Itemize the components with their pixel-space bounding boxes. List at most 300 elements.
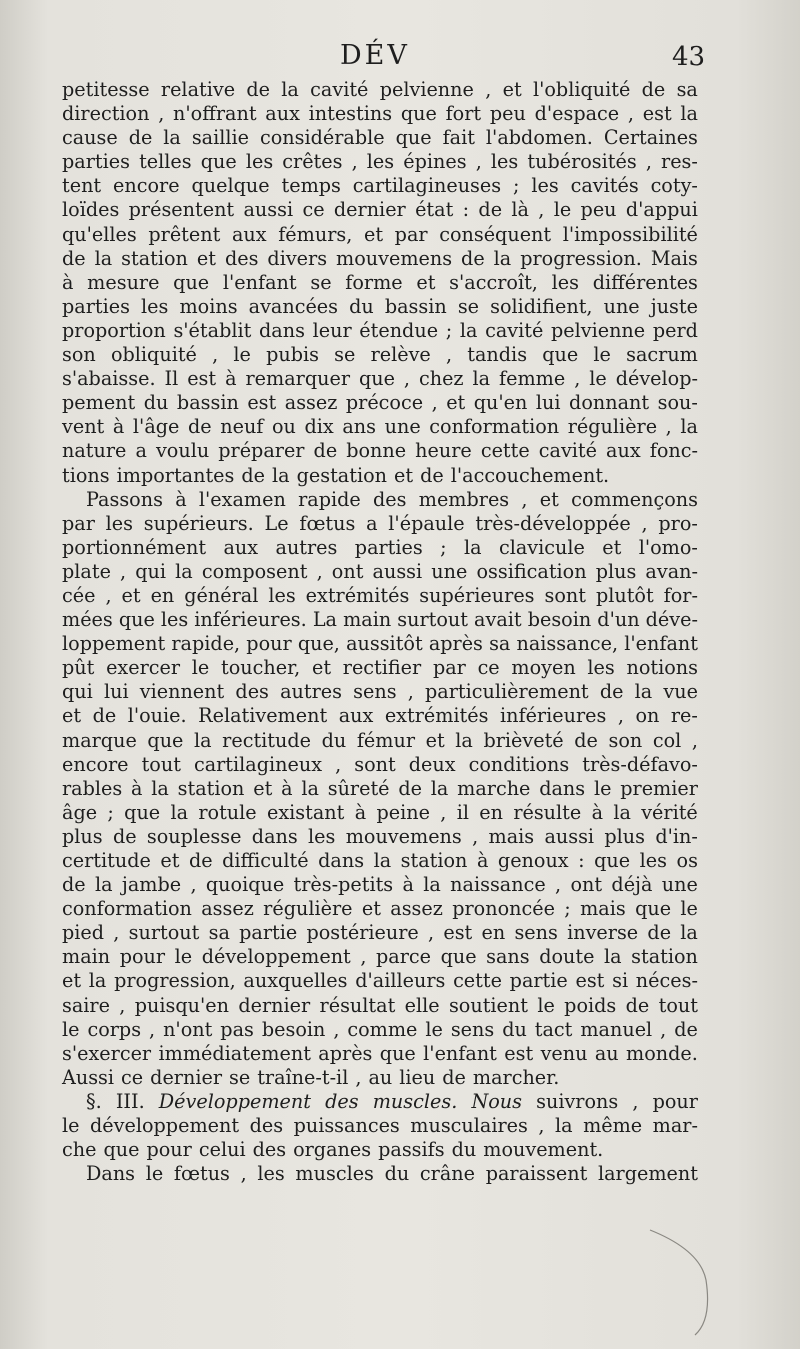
word: de xyxy=(92,704,117,728)
word: que xyxy=(379,1041,416,1065)
word: est xyxy=(443,921,473,945)
word: saire xyxy=(62,993,110,1017)
word: mouvemens xyxy=(336,246,453,270)
text-line xyxy=(62,729,698,753)
text-line xyxy=(62,897,698,921)
word: que xyxy=(173,270,210,294)
word: d'espace xyxy=(534,102,620,126)
word: , xyxy=(212,343,219,367)
word: en xyxy=(150,583,175,607)
word: est xyxy=(187,367,217,391)
word: aussi xyxy=(372,559,423,583)
word: la xyxy=(680,921,698,945)
word: difficulté xyxy=(222,849,309,872)
word: des xyxy=(325,1089,359,1113)
word: est xyxy=(575,969,605,993)
text-line xyxy=(62,1114,698,1138)
word: conformation xyxy=(429,415,560,439)
running-head: DÉV xyxy=(340,40,410,71)
word: supérieures xyxy=(419,583,535,607)
word: le xyxy=(553,198,572,222)
word: ont xyxy=(570,873,603,897)
word: , xyxy=(472,824,479,848)
word: là xyxy=(511,198,529,222)
word: auxquelles xyxy=(243,969,348,993)
word: et xyxy=(394,463,414,487)
word: très-défavo- xyxy=(582,752,698,776)
word: se xyxy=(334,343,356,367)
word: et xyxy=(361,897,381,921)
word: telles xyxy=(139,150,192,174)
word: une xyxy=(603,294,640,318)
word: le xyxy=(62,1017,80,1041)
word: direction xyxy=(62,102,150,126)
word: vent xyxy=(62,415,105,439)
word: muscles xyxy=(295,1162,374,1186)
word: sa xyxy=(676,78,698,101)
word: par xyxy=(62,511,95,535)
word: la xyxy=(301,776,319,800)
text-line xyxy=(62,174,698,198)
word: la xyxy=(554,1114,573,1138)
word: l'âge xyxy=(132,415,180,439)
word: que xyxy=(440,945,477,969)
word: les xyxy=(245,150,274,174)
word: juste xyxy=(650,294,698,318)
word: membres xyxy=(418,487,510,511)
word: marque xyxy=(62,728,137,752)
word: besoin xyxy=(261,1017,326,1041)
word: solidifient, xyxy=(490,294,593,318)
word: pelvienne xyxy=(550,318,646,342)
word: Passons xyxy=(86,487,163,511)
word: dans xyxy=(251,824,298,848)
word: passifs xyxy=(378,1138,445,1162)
word: et xyxy=(160,849,180,872)
word: loppement xyxy=(62,632,166,656)
word: , xyxy=(645,150,652,174)
word: poids xyxy=(564,993,617,1017)
word: fémurs, xyxy=(278,222,353,246)
word: la xyxy=(94,873,113,897)
word: la xyxy=(272,463,290,487)
word: puissances xyxy=(293,1114,400,1138)
text-line xyxy=(62,801,698,825)
word: le xyxy=(593,343,611,367)
word: , xyxy=(190,873,197,897)
word: , xyxy=(538,198,545,222)
word: que xyxy=(594,849,631,872)
word: , xyxy=(119,993,126,1017)
word: les xyxy=(257,1162,285,1186)
word: venu xyxy=(540,1041,588,1065)
text-line xyxy=(62,512,698,536)
word: particulièrement xyxy=(425,680,589,704)
text-line xyxy=(62,656,698,680)
text-line xyxy=(62,825,698,849)
word: peine xyxy=(376,800,430,824)
word: si xyxy=(612,969,629,993)
word: aux xyxy=(606,439,641,463)
word: la xyxy=(281,78,299,101)
text-line xyxy=(62,1066,698,1090)
word: les xyxy=(531,174,559,198)
word: la xyxy=(604,945,622,969)
word: , xyxy=(665,415,672,439)
text-line xyxy=(62,464,698,488)
word: progression. xyxy=(520,246,642,270)
word: , xyxy=(316,559,323,583)
word: mouvemens xyxy=(345,824,462,848)
word: cavité xyxy=(538,439,597,463)
word: deux xyxy=(408,752,456,776)
text-line xyxy=(62,873,698,897)
word: lieu xyxy=(399,1065,436,1089)
word: est xyxy=(642,102,672,126)
word: étendue xyxy=(359,318,439,342)
text-line xyxy=(62,223,698,247)
word: sûreté xyxy=(327,776,390,800)
word: la xyxy=(88,969,107,993)
word: , xyxy=(240,1162,247,1186)
word: , xyxy=(431,391,438,415)
word: état xyxy=(415,198,454,222)
word: a xyxy=(366,511,378,535)
word: la xyxy=(373,849,392,872)
word: , xyxy=(149,1017,156,1041)
word: conséquent xyxy=(439,222,552,246)
word: , xyxy=(475,150,482,174)
text-line xyxy=(62,102,698,126)
word: bassin xyxy=(176,391,239,415)
word: la xyxy=(613,800,631,824)
word: une xyxy=(431,559,468,583)
word: l'enfant xyxy=(222,270,297,294)
word: extrémités xyxy=(305,583,410,607)
word: assez xyxy=(201,897,254,921)
word: résultat xyxy=(319,993,396,1017)
word: sa xyxy=(489,632,511,656)
text-line xyxy=(62,247,698,271)
word: s'exercer xyxy=(62,1041,152,1065)
word: ans xyxy=(342,415,377,439)
word: prêtent xyxy=(148,222,221,246)
word: d'appui xyxy=(625,198,698,222)
word: épines xyxy=(403,150,467,174)
word: pas xyxy=(220,1017,254,1041)
word: plus xyxy=(62,824,103,848)
word: est xyxy=(247,391,277,415)
word: l'accouchement. xyxy=(450,463,610,487)
word: temps xyxy=(281,174,341,198)
word: et xyxy=(311,656,332,680)
word: sans xyxy=(486,945,530,969)
word: neuf xyxy=(220,415,264,439)
word: saillie xyxy=(191,126,250,150)
word: à xyxy=(591,800,604,824)
word: , xyxy=(538,1114,545,1138)
word: le xyxy=(62,1114,80,1138)
body-text xyxy=(62,78,698,1186)
word: , xyxy=(113,921,120,945)
text-line xyxy=(62,1090,698,1114)
word: supérieurs. xyxy=(143,511,254,535)
word: est xyxy=(504,1041,534,1065)
word: , xyxy=(407,680,414,704)
word: d'in- xyxy=(655,824,698,848)
word: le xyxy=(425,1017,443,1041)
word: III. xyxy=(115,1089,145,1113)
word: la xyxy=(680,102,698,126)
word: sacrum xyxy=(626,343,698,367)
word: , xyxy=(428,921,435,945)
word: extrémités xyxy=(384,704,489,728)
text-line xyxy=(62,415,698,439)
word: que xyxy=(358,367,395,391)
word: viennent xyxy=(139,680,225,704)
word: inverse xyxy=(567,921,639,945)
word: , xyxy=(120,559,127,583)
word: du xyxy=(451,1138,477,1162)
word: le xyxy=(233,343,251,367)
word: une xyxy=(661,873,698,897)
word: la xyxy=(94,246,113,270)
word: main xyxy=(343,608,392,632)
word: très-petits xyxy=(293,873,394,897)
word: conditions xyxy=(468,752,570,776)
word: for- xyxy=(663,583,698,607)
word: que xyxy=(147,728,184,752)
word: pro- xyxy=(658,511,698,535)
word: assez xyxy=(390,897,443,921)
page-number: 43 xyxy=(672,42,706,72)
word: cartilagineuses xyxy=(352,174,502,198)
word: précoce xyxy=(345,391,424,415)
word: Aussi xyxy=(62,1065,115,1089)
word: on xyxy=(635,704,660,728)
word: dans xyxy=(259,318,305,342)
word: manuel xyxy=(580,1017,653,1041)
word: développement xyxy=(201,945,351,969)
word: petitesse xyxy=(62,78,150,101)
word: la xyxy=(151,776,169,800)
word: à xyxy=(62,270,74,294)
word: quoique xyxy=(205,873,285,897)
word: perd xyxy=(652,318,698,342)
word: que, xyxy=(297,632,340,656)
word: inférieures. xyxy=(194,608,307,632)
word: par xyxy=(394,222,428,246)
word: surtout xyxy=(397,608,468,632)
word: lui xyxy=(535,391,561,415)
word: cartilagineux xyxy=(193,752,323,776)
word: au xyxy=(368,1065,393,1089)
word: sont xyxy=(544,583,586,607)
word: , xyxy=(555,873,562,897)
word: fémur xyxy=(356,728,416,752)
word: ; xyxy=(564,897,571,921)
word: avait xyxy=(474,608,522,632)
word: dans xyxy=(539,776,586,800)
word: ; xyxy=(107,800,114,824)
word: rectitude xyxy=(222,728,311,752)
word: encore xyxy=(113,174,180,198)
word: mar- xyxy=(652,1114,698,1138)
word: paraissent xyxy=(485,1162,588,1186)
word: de xyxy=(674,1017,698,1041)
word: et xyxy=(253,776,273,800)
word: plus xyxy=(595,559,637,583)
word: et xyxy=(446,391,466,415)
word: musculaires xyxy=(410,1114,528,1138)
word: il xyxy=(456,800,469,824)
word: pied xyxy=(62,921,105,945)
word: que xyxy=(635,897,672,921)
word: déve- xyxy=(645,608,698,632)
word: parties xyxy=(62,150,130,174)
word: station xyxy=(121,246,188,270)
text-line xyxy=(62,319,698,343)
word: différentes xyxy=(592,270,698,294)
word: en xyxy=(479,800,503,824)
word: aux xyxy=(223,535,259,559)
word: que xyxy=(200,150,237,174)
word: relative xyxy=(160,78,236,101)
word: cavité xyxy=(485,318,544,342)
word: à xyxy=(175,487,187,511)
word: a xyxy=(135,439,147,463)
word: souplesse xyxy=(146,824,242,848)
text-line xyxy=(62,271,698,295)
word: de xyxy=(442,1065,466,1089)
word: , xyxy=(360,945,367,969)
word: , xyxy=(403,367,411,391)
word: résulte xyxy=(513,800,582,824)
word: nature xyxy=(62,439,127,463)
word: le xyxy=(537,993,555,1017)
word: de xyxy=(62,873,86,897)
word: après xyxy=(318,1041,373,1065)
word: la xyxy=(170,800,189,824)
word: des xyxy=(249,1114,284,1138)
word: général xyxy=(184,583,259,607)
word: la xyxy=(430,776,449,800)
word: surtout xyxy=(128,921,200,945)
word: leur xyxy=(312,318,352,342)
word: mais xyxy=(488,824,535,848)
word: peu xyxy=(580,198,617,222)
text-line xyxy=(62,1162,698,1186)
word: tubérosités xyxy=(527,150,637,174)
text-line xyxy=(62,777,698,801)
word: mesure xyxy=(87,270,160,294)
word: exercer xyxy=(106,656,181,680)
word: aussi xyxy=(243,198,294,222)
text-line xyxy=(62,584,698,608)
word: la xyxy=(163,126,181,150)
word: donnant xyxy=(569,391,650,415)
text-line xyxy=(62,704,698,728)
word: la xyxy=(493,246,512,270)
word: de xyxy=(128,126,153,150)
word: de xyxy=(398,776,422,800)
word: , xyxy=(355,1065,362,1089)
word: régulière xyxy=(567,415,658,439)
word: néces- xyxy=(635,969,698,993)
text-line xyxy=(62,921,698,945)
word: le xyxy=(174,945,193,969)
word: encore xyxy=(62,752,129,776)
word: importantes xyxy=(116,463,235,487)
word: que xyxy=(103,1138,140,1162)
word: re- xyxy=(670,704,698,728)
text-line xyxy=(62,343,698,367)
word: de xyxy=(420,463,444,487)
word: de xyxy=(188,849,213,872)
word: ; xyxy=(513,174,520,198)
word: qu'en xyxy=(473,391,528,415)
word: aussi xyxy=(544,824,595,848)
word: la xyxy=(472,367,491,391)
word: , xyxy=(632,1089,639,1113)
word: la xyxy=(194,728,212,752)
word: pour xyxy=(652,1089,698,1113)
word: parce xyxy=(376,945,431,969)
word: inférieures xyxy=(499,704,607,728)
word: plutôt xyxy=(595,583,654,607)
word: main xyxy=(62,945,111,969)
word: ou xyxy=(272,415,296,439)
word: plus xyxy=(604,824,646,848)
word: col xyxy=(652,728,682,752)
word: de xyxy=(246,78,270,101)
word: pour xyxy=(246,632,292,656)
word: fœtus xyxy=(173,1162,230,1186)
word: brièveté xyxy=(483,728,564,752)
word: l'abdomen. xyxy=(485,126,593,150)
word: la xyxy=(423,873,441,897)
word: de xyxy=(313,439,338,463)
word: du xyxy=(321,728,347,752)
word: l'examen xyxy=(198,487,286,511)
word: déjà xyxy=(611,873,653,897)
word: les xyxy=(639,849,667,872)
word: à xyxy=(281,776,293,800)
word: , xyxy=(574,367,581,391)
word: à xyxy=(402,873,414,897)
word: pour xyxy=(146,1138,192,1162)
word: la xyxy=(455,728,473,752)
word: n'offrant xyxy=(173,102,257,126)
word: du xyxy=(349,294,374,318)
word: la xyxy=(459,318,478,342)
word: cée xyxy=(62,583,96,607)
word: composent xyxy=(201,559,308,583)
word: cavités xyxy=(570,174,639,198)
word: du xyxy=(143,391,169,415)
word: station xyxy=(177,776,245,800)
word: premier xyxy=(620,776,698,800)
word: Il xyxy=(164,367,179,391)
word: comme xyxy=(347,1017,418,1041)
word: , xyxy=(445,343,453,367)
word: crêtes xyxy=(282,150,343,174)
word: station xyxy=(631,945,698,969)
word: de xyxy=(625,993,650,1017)
word: que xyxy=(118,608,155,632)
word: à xyxy=(225,367,237,391)
word: la xyxy=(463,535,482,559)
